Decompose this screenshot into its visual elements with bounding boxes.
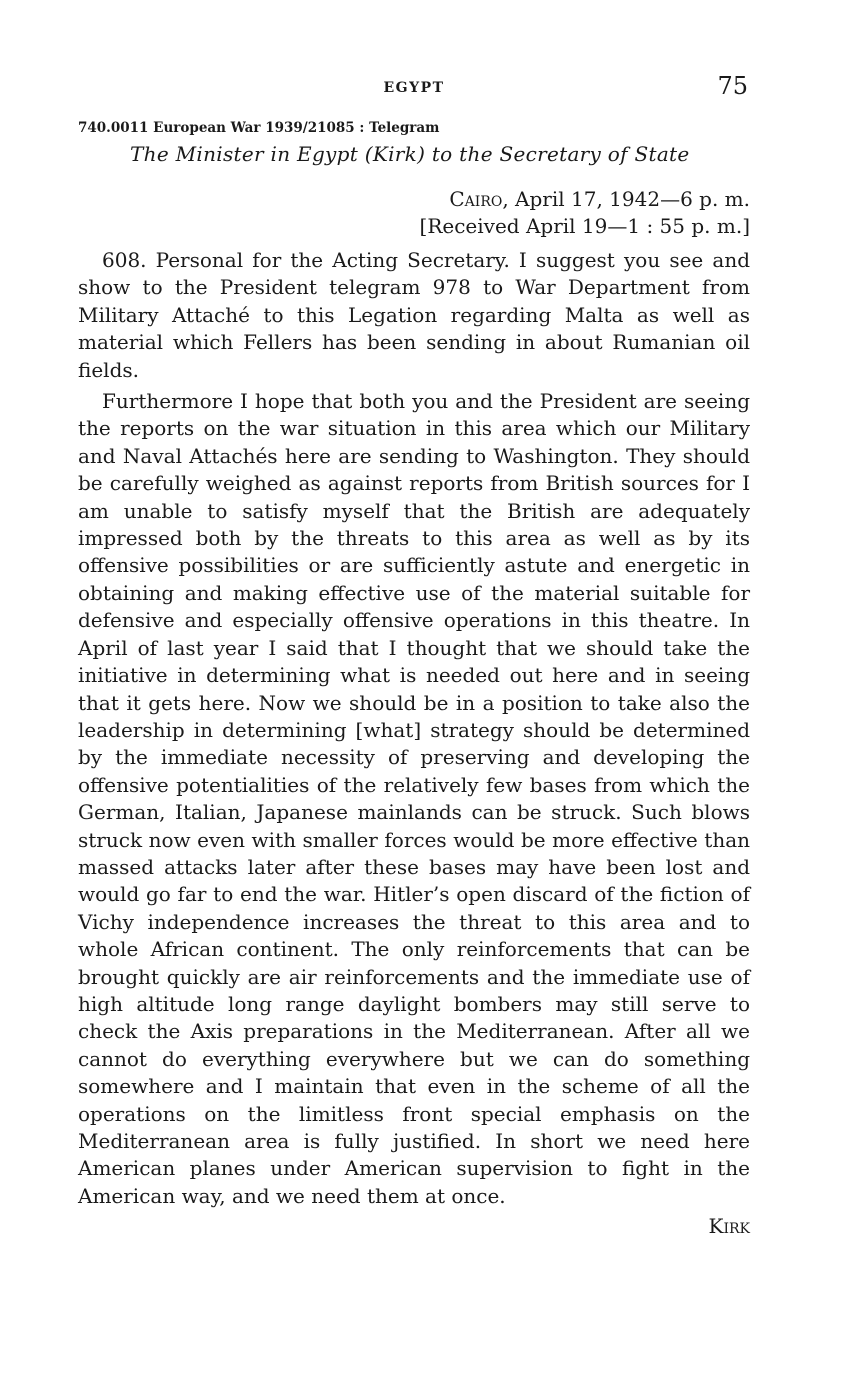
received-date: [Received April 19—1 : 55 p. m.] (419, 214, 750, 238)
document-title: The Minister in Egypt (Kirk) to the Secretary of State (130, 142, 690, 166)
page-number: 75 (717, 72, 748, 100)
paragraph-1: 608. Personal for the Acting Secretary. I suggest you see and show to the President telegram 978 to War Department from Military Attaché to this Legation regarding Malta as well as material which Fellers has been sending in about Rumanian oil fields. (78, 248, 750, 382)
signature: Kirk (708, 1214, 750, 1239)
place-name: Cairo (449, 187, 503, 211)
telegram-body (78, 247, 750, 1210)
paragraph-2: Furthermore I hope that both you and the President are seeing the reports on the war situation in this area which our Military and Naval Attachés here are sending to Washington. They should be carefully weighed as against reports from British sources for I am unable to satisfy myself that the British are adequately impressed both by the threats to this area as well as by its offensive possibilities or are sufficiently astute and energetic in obtaining and making effective use of the material suitable for defensive and especially offensive operations in this theatre. In April of last year I said that I thought that we should take the initiative in determining what is needed out here and in seeing that it gets here. Now we should be in a position to take also the leadership in determining [what] strategy should be determined by the immediate necessity of preserving and developing the offensive potentialities of the relatively few bases from which the German, Italian, Japanese mainlands can be struck. Such blows struck now even with smaller forces would be more effective than massed attacks later after these bases may have been lost and would go far to end the war. Hitler’s open discard of the fiction of Vichy independence increases the threat to this area and to whole African continent. The only reinforcements that can be brought quickly are air reinforcements and the immediate use of high altitude long range daylight bombers may still serve to check the Axis preparations in the Mediterranean. After all we cannot do everything everywhere but we can do something somewhere and I maintain that even in the scheme of all the operations on the limitless front special emphasis on the Mediterranean area is fully justified. In short we need here American planes under American supervision to fight in the American way, and we need them at once. (78, 389, 750, 1208)
sent-date-line (78, 186, 750, 213)
running-title: EGYPT (383, 80, 445, 96)
sent-date: , April 17, 1942—6 p. m. (502, 187, 750, 211)
running-header (78, 72, 750, 102)
document-page (78, 72, 750, 1238)
dateline (78, 186, 750, 240)
file-reference: 740.0011 European War 1939/21085 : Telegram (78, 120, 440, 136)
